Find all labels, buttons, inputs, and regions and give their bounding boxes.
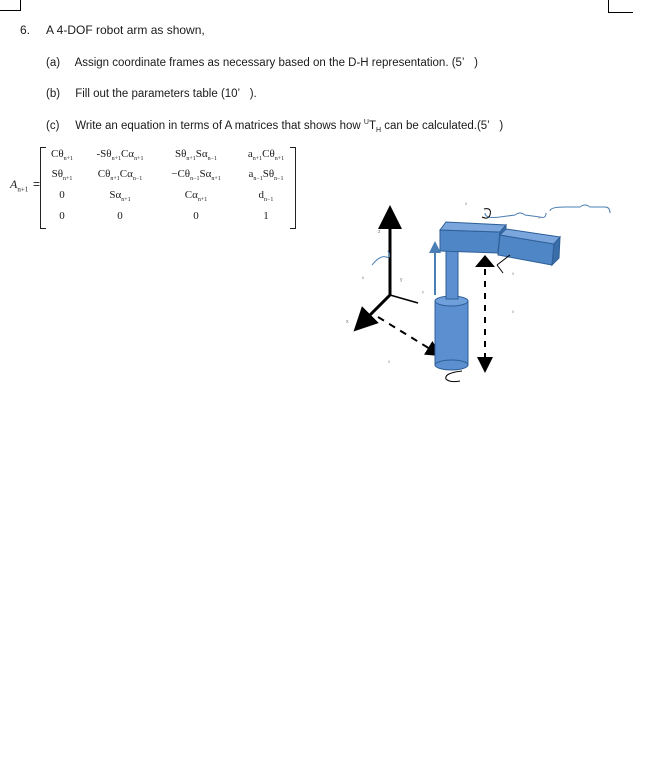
matrix-cell: $a_{n+1}C\theta_{n+1}$ [247, 148, 285, 163]
part-b [46, 88, 257, 100]
axis-label-x: x [346, 319, 349, 325]
matrix-cell: 0 [193, 210, 199, 222]
part-c [46, 119, 503, 134]
y-axis-line [390, 295, 418, 303]
robot-arm-figure [340, 195, 640, 395]
question-number: 6. [20, 23, 31, 37]
end-frame-axis-2 [497, 265, 503, 273]
part-c-text-after: can be calculated.(5’ ) [381, 119, 504, 132]
tiny-label-4: 0 [465, 201, 468, 206]
tiny-label-2: 0 [512, 309, 515, 314]
offset-dashed-arrow [378, 317, 435, 352]
matrix-cell: $C\theta_{n+1}$ [51, 148, 73, 163]
matrix-cell: $a_{n-1}S\theta_{n-1}$ [248, 168, 284, 183]
tiny-label-3: 0 [388, 359, 391, 364]
matrix-cell: $d_{n-1}$ [258, 189, 274, 204]
part-a-text: Assign coordinate frames as necessary based on the D-H representation. (5’ ) [74, 57, 478, 69]
part-a-label: (a) [46, 57, 61, 69]
part-c-sup: U [363, 119, 369, 126]
height-brace [372, 251, 390, 265]
axis-label-z: z [378, 229, 381, 235]
base-cylinder [435, 296, 468, 370]
matrix-cell: 0 [59, 210, 65, 222]
matrix-cell: $C\alpha_{n+1}$ [184, 189, 208, 204]
tiny-label-1: 6 [362, 275, 365, 280]
matrix-cell: $-S\theta_{n+1}C\alpha_{n+1}$ [96, 148, 144, 163]
link-1 [440, 230, 500, 253]
base-frame-axes [362, 217, 418, 323]
matrix-cell: 0 [117, 210, 123, 222]
part-c-label: (c) [46, 119, 60, 132]
joint-rotation-arc [482, 209, 490, 219]
link-length-brace-1 [485, 213, 546, 218]
part-a [46, 57, 478, 69]
matrix-cell: $-C\theta_{n-1}S\alpha_{n+1}$ [171, 168, 221, 183]
tiny-label-6: 0 [512, 271, 515, 276]
base-rotation-arc [446, 371, 462, 382]
x-axis-arrow [362, 295, 390, 323]
crop-mark-top-right [608, 0, 633, 13]
tiny-label-7: y [422, 289, 424, 294]
part-c-text-before: Write an equation in terms of A matrices that shows how [75, 119, 364, 132]
part-b-text: Fill out the parameters table (10’ ). [75, 88, 257, 100]
axis-label-y: y [400, 277, 403, 283]
matrix-cell: 0 [59, 189, 65, 201]
part-c-symbol: T [368, 119, 376, 132]
part-b-label: (b) [46, 88, 61, 100]
part-c-sub: H [376, 127, 382, 135]
matrix-equals: = [33, 177, 41, 191]
crop-mark-top-left [0, 0, 21, 11]
matrix-cell: $S\theta_{n+1}$ [51, 168, 73, 183]
link-length-brace-2 [550, 205, 610, 213]
matrix-cell: $S\theta_{n+1}S\alpha_{n-1}$ [174, 148, 218, 163]
question-text: A 4-DOF robot arm as shown, [46, 23, 205, 37]
tiny-label-5: 0 [538, 215, 541, 220]
matrix-cell: $C\theta_{n+1}C\alpha_{n-1}$ [97, 168, 143, 183]
matrix-cell: 1 [263, 210, 269, 222]
matrix-lhs: $A_{n+1}$ [10, 177, 29, 194]
matrix-cell: $S\alpha_{n+1}$ [109, 189, 131, 204]
